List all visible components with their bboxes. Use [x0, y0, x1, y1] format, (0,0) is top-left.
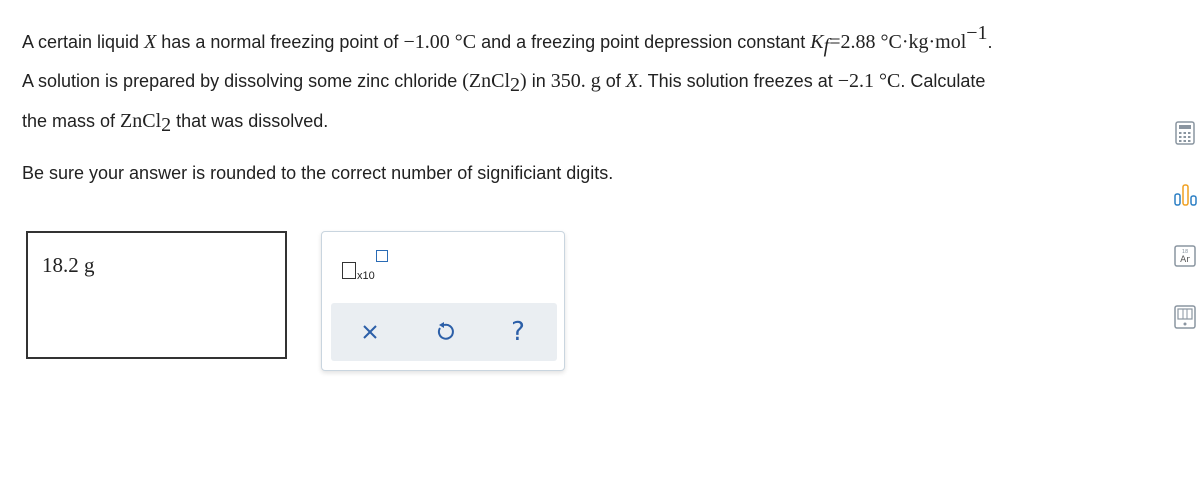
undo-button[interactable] — [429, 317, 459, 347]
formula-subscript: 2 — [510, 74, 521, 96]
question-text: and a freezing point depression constant — [476, 32, 811, 52]
question-text: . Calculate — [900, 71, 986, 91]
calculator-button[interactable] — [1174, 121, 1196, 145]
question-line-1 — [22, 22, 993, 57]
reference-book-icon — [1174, 305, 1196, 329]
liquid-variable: X — [625, 70, 638, 92]
question-text: . — [987, 32, 993, 52]
answer-input[interactable] — [26, 231, 287, 359]
question-text: . This solution freezes at — [637, 71, 838, 91]
sig-fig-instruction: Be sure your answer is rounded to the correct number of significiant digits. — [22, 163, 614, 183]
bar-chart-icon — [1174, 183, 1198, 207]
answer-palette — [321, 231, 565, 371]
formula-close: ) — [520, 70, 527, 92]
question-text: A solution is prepared by dissolving some zinc chloride — [22, 71, 463, 91]
element-symbol: Ar — [1180, 255, 1190, 265]
data-chart-button[interactable] — [1174, 183, 1198, 207]
question-text: in — [526, 71, 551, 91]
clear-button[interactable] — [355, 317, 385, 347]
periodic-table-icon — [1174, 245, 1196, 267]
question-mark-icon: ? — [511, 317, 525, 347]
question-text: has a normal freezing point of — [156, 32, 404, 52]
help-button[interactable] — [503, 317, 533, 347]
liquid-variable: X — [144, 31, 157, 53]
formula-subscript: 2 — [161, 114, 172, 136]
question-text: of — [600, 71, 626, 91]
normal-freezing-point: −1.00 °C — [403, 31, 477, 53]
solution-freezing-point: −2.1 °C — [837, 70, 901, 92]
undo-icon — [433, 321, 455, 343]
element-number: 18 — [1181, 249, 1189, 255]
question-text: that was dissolved. — [171, 111, 329, 131]
palette-action-row — [331, 303, 557, 361]
reference-button[interactable] — [1174, 305, 1196, 329]
kf-value: =2.88 °C·kg·mol — [829, 31, 967, 53]
question-line-3 — [22, 110, 329, 136]
answer-value: 18.2 g — [42, 253, 95, 277]
solvent-mass: 350. g — [550, 70, 601, 92]
x10-label: x10 — [357, 270, 375, 282]
kf-exponent: −1 — [966, 22, 988, 44]
scientific-notation-button[interactable] — [342, 250, 392, 284]
kf-subscript: f — [823, 35, 830, 57]
question-line-2 — [22, 70, 986, 96]
mantissa-box-icon — [342, 262, 356, 279]
question-text: the mass of — [22, 111, 121, 131]
x-icon — [360, 322, 380, 342]
calculator-icon — [1174, 121, 1196, 145]
exponent-box-icon — [376, 250, 388, 262]
question-text: A certain liquid — [22, 32, 145, 52]
solute-formula: ZnCl — [120, 110, 162, 132]
kf-symbol: K — [810, 31, 824, 53]
solute-formula: (ZnCl — [462, 70, 511, 92]
periodic-table-button[interactable] — [1174, 245, 1196, 269]
